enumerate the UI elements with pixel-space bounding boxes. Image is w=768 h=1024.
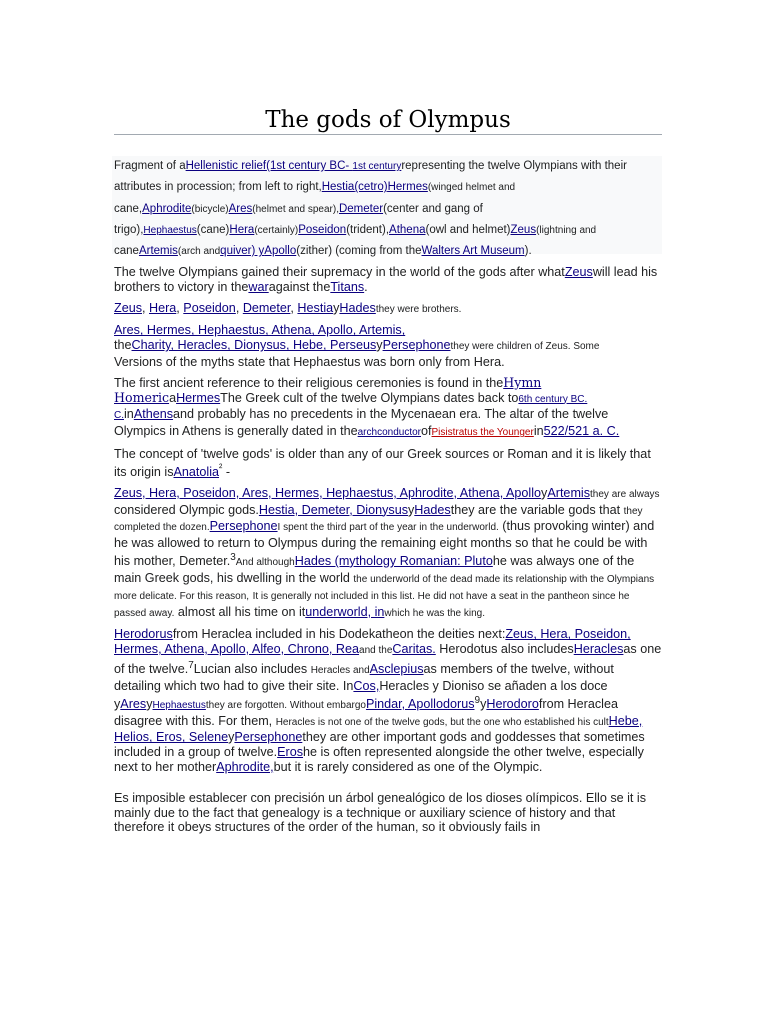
- link-herodorus[interactable]: Herodorus: [114, 627, 173, 642]
- link-hestia[interactable]: Hestia: [321, 181, 355, 194]
- link-6th-century-bc[interactable]: 6th century BC. C.: [114, 393, 588, 422]
- link-ares[interactable]: Ares: [228, 202, 253, 215]
- link-hermes[interactable]: Hermes: [176, 390, 221, 405]
- link-caritas[interactable]: Caritas.: [392, 642, 436, 657]
- link-arch[interactable]: arch: [357, 427, 378, 439]
- link-demeter[interactable]: Demeter: [338, 202, 384, 215]
- paragraph: The concept of 'twelve gods' is older than any of our Greek sources or Roman and it is likely that its origin isAnatolia$^{^2}$ -: [114, 446, 651, 479]
- link-hera[interactable]: Hera: [229, 223, 255, 236]
- paragraph: Herodorusfrom Heraclea included in his Dodekatheon the deities next:Zeus, Hera, Poseidon, Hermes, Athena, Apollo, Alfeo, Chrono, Reaand theCaritas. Herodotus also includesHeraclesas one of the twelve.$^7$Lucian also includes Heracles andAsclepiusas members of the twelve, without detailing which two had to give their site. InCos,Heracles y Dioniso se añaden a los doce yAresyHephaestusthey are forgotten. Without embargoPindar, Apollodorus$^9$yHerodorofrom Heraclea disagree with this. For them, Heracles is not one of the twelve gods, but the one who established his cultHebe, Helios, Eros, SeleneyPersephonethey are other important gods and goddesses that sometimes included in a group of twelve.Eroshe is often represented alongside the other twelve, especially next to her motherAphrodite,but it is rarely considered as one of the Olympic.: [114, 627, 662, 775]
- article-body: [114, 265, 662, 841]
- link-hermes[interactable]: Hermes: [387, 181, 428, 194]
- paragraph: Ares, Hermes, Hephaestus, Athena, Apollo, Artemis, theCharity, Heracles, Dionysus, Hebe, PerseusyPersephonethey were children of Zeus. Some Versions of the myths state that Hephaestus was born only from Hera.: [114, 323, 600, 369]
- link-quiver[interactable]: quiver) y: [220, 245, 265, 258]
- link-1st-century[interactable]: 1st century: [352, 161, 402, 172]
- link-athena[interactable]: Athena: [389, 223, 426, 236]
- paragraph: Es imposible establecer con precisión un árbol genealógico de los dioses olímpicos. Ello se it is mainly due to the fact that genealogy is a technique or auxiliary science of history and that therefore it obeys structures of the order of the human, so it obviously fails in: [114, 790, 647, 835]
- footnote-ref[interactable]: ²: [219, 462, 223, 474]
- link-poseidon[interactable]: Poseidon: [298, 223, 347, 236]
- link-pindar-apollodorus[interactable]: Pindar, Apollodorus: [365, 696, 475, 711]
- paragraph: The first ancient reference to their religious ceremonies is found in theHymn HomericaHermesThe Greek cult of the twelve Olympians dates back to6th century BC. C.inAthensand probably has no precedents in the Mycenaean era. The altar of the twelve Olympics in Athens is generally dated in thearchconductorofPisistratus the Youngerin522/521 a. C.: [114, 374, 620, 439]
- link-dodekatheon-deities[interactable]: Zeus, Hera, Poseidon, Hermes, Athena, Apollo, Alfeo, Chrono, Rea: [114, 627, 631, 657]
- caption-line: attributes in procession; from left to right,Hestia(cetro)Hermes(winged helmet and: [114, 181, 516, 194]
- link-underworld[interactable]: underworld, in: [305, 604, 385, 619]
- link-eros[interactable]: Eros: [277, 745, 304, 760]
- caption-line: cane,Aphrodite(bicycle)Ares(helmet and spear),Demeter(center and gang of: [114, 202, 483, 215]
- link-hellenistic-relief[interactable]: Hellenistic relief: [185, 160, 267, 172]
- link-pisistratus-the-younger[interactable]: Pisistratus the Younger: [431, 427, 534, 439]
- link-hephaestus[interactable]: Hephaestus: [143, 224, 197, 236]
- footnote-ref[interactable]: 9: [474, 694, 481, 706]
- link-poseidon[interactable]: Poseidon: [183, 300, 236, 315]
- link-ares[interactable]: Ares: [120, 696, 147, 711]
- footnote-ref[interactable]: 7: [188, 659, 194, 671]
- link-athens[interactable]: Athens: [133, 407, 174, 422]
- link-conductor[interactable]: conductor: [377, 427, 421, 439]
- link-cetro[interactable]: (cetro): [354, 181, 388, 194]
- link-homeric-hymn[interactable]: Hymn Homeric: [114, 374, 542, 405]
- page-title: The gods of Olympus: [265, 107, 511, 133]
- link-1st-century-bc[interactable]: (1st century BC-: [266, 160, 353, 172]
- paragraph: The twelve Olympians gained their supremacy in the world of the gods after whatZeuswill lead his brothers to victory in thewaragainst theTitans.: [114, 265, 658, 294]
- link-aphrodite[interactable]: Aphrodite: [142, 202, 192, 215]
- caption-line: caneArtemis(arch andquiver) yApollo(zither) (coming from theWalters Art Museum).: [114, 245, 532, 258]
- link-aphrodite[interactable]: Aphrodite,: [216, 760, 274, 775]
- link-artemis[interactable]: Artemis: [547, 485, 591, 500]
- link-persephone[interactable]: Persephone: [209, 519, 278, 534]
- link-hades[interactable]: Hades: [414, 502, 451, 517]
- link-olympians-group-1[interactable]: Ares, Hermes, Hephaestus, Athena, Apollo, Artemis,: [114, 323, 406, 338]
- link-herodoro[interactable]: Herodoro: [486, 696, 539, 711]
- link-hera[interactable]: Hera: [149, 300, 177, 315]
- caption-line: Fragment of aHellenistic relief(1st century BC- 1st centuryrepresenting the twelve Olympians with their: [114, 160, 627, 172]
- paragraph: Zeus, Hera, Poseidon, Ares, Hermes, Hephaestus, Aphrodite, Athena, ApolloyArtemisthey are always considered Olympic gods.Hestia, Demeter, DionysusyHadesthey are the variable gods that they completed the dozen.PersephoneI spent the third part of the year in the underworld. (thus provoking winter) and he was allowed to return to Olympus during the remaining eight months so that he could be with his mother, Demeter.$^3$And althoughHades (mythology Romanian: Plutohe was always one of the main Greek gods, his dwelling in the world the underworld of the dead made its relationship with the Olympians more delicate. For this reason, It is generally not included in this list. He did not have a seat in the pantheon since he passed away. almost all his time on itunderworld, inwhich he was the king.: [114, 485, 660, 619]
- link-hephaestus[interactable]: Hephaestus: [152, 699, 206, 711]
- link-war[interactable]: war: [248, 279, 269, 294]
- link-other-gods[interactable]: Hebe, Helios, Eros, Selene: [114, 713, 643, 745]
- link-zeus[interactable]: Zeus: [114, 300, 142, 315]
- link-hades[interactable]: Hades: [339, 300, 376, 315]
- caption-line: trigo),Hephaestus(cane)Hera(certainly)Poseidon(trident),Athena(owl and helmet)Zeus(lightning and: [114, 223, 597, 236]
- link-cos[interactable]: Cos,: [353, 678, 380, 693]
- link-artemis[interactable]: Artemis: [138, 245, 178, 258]
- link-variable-gods[interactable]: Hestia, Demeter, Dionysus: [258, 502, 408, 517]
- link-asclepius[interactable]: Asclepius: [369, 662, 424, 677]
- link-walters-art-museum[interactable]: Walters Art Museum: [421, 245, 525, 258]
- link-olympians-group-2[interactable]: Charity, Heracles, Dionysus, Hebe, Perseus: [131, 338, 377, 353]
- link-apollo[interactable]: Apollo: [264, 245, 297, 258]
- link-demeter[interactable]: Demeter: [242, 300, 291, 315]
- link-heracles[interactable]: Heracles: [573, 642, 624, 657]
- footnote-ref[interactable]: 3: [230, 551, 236, 563]
- link-hestia[interactable]: Hestia: [297, 300, 334, 315]
- image-caption: [112, 156, 662, 258]
- link-hades-mythology[interactable]: Hades (mythology Romanian: Pluto: [294, 554, 493, 569]
- link-persephone[interactable]: Persephone: [382, 338, 451, 353]
- link-anatolia[interactable]: Anatolia: [173, 464, 220, 479]
- link-olympians-group-3[interactable]: Zeus, Hera, Poseidon, Ares, Hermes, Hephaestus, Aphrodite, Athena, Apollo: [114, 485, 542, 500]
- link-titans[interactable]: Titans: [330, 279, 365, 294]
- link-zeus[interactable]: Zeus: [564, 265, 593, 279]
- link-persephone[interactable]: Persephone: [234, 730, 303, 745]
- title-divider: [114, 134, 662, 135]
- link-522-521-bc[interactable]: 522/521 a. C.: [543, 424, 620, 439]
- link-zeus[interactable]: Zeus: [510, 223, 537, 236]
- paragraph: Zeus, Hera, Poseidon, Demeter, HestiayHadesthey were brothers.: [114, 300, 462, 315]
